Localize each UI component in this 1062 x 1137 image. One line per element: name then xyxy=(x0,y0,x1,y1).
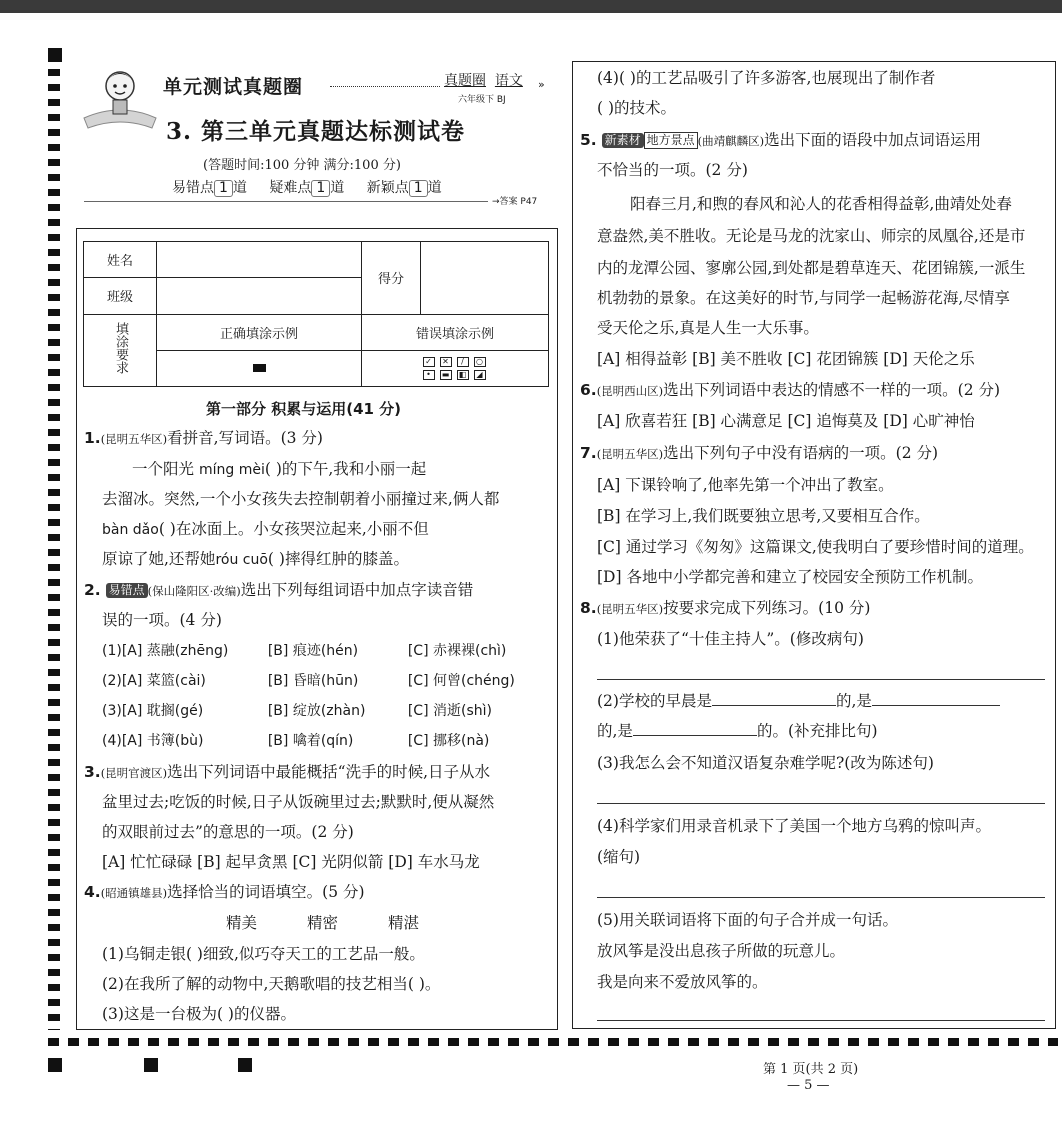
question-6-stem: 6.(昆明西山区)选出下列词语中表达的情感不一样的一项。(2 分) xyxy=(580,381,1001,399)
wrong-fill-label: 错误填涂示例 xyxy=(362,314,549,350)
question-5-passage-3: 内的龙潭公园、寥廓公园,到处都是碧草连天、花团锦簇,一派生 xyxy=(597,259,1026,277)
question-4-sentence-4: (4)( )的工艺品吸引了许多游客,也展现出了制作者 xyxy=(597,69,936,87)
wrong-mark-icon: ◢ xyxy=(474,370,486,380)
mascot-icon xyxy=(80,62,160,132)
wrong-mark-icon: ▬ xyxy=(440,370,452,380)
series-title: 单元测试真题圈 xyxy=(163,76,304,98)
question-2-stem: 2. 易错点 (保山隆阳区·改编)选出下列每组词语中加点字读音错 xyxy=(84,581,474,599)
wrong-fill-examples xyxy=(362,350,549,386)
name-label: 姓名 xyxy=(84,242,157,278)
answer-reference: →答案 P47 xyxy=(492,197,538,207)
series-name: 真题圈 语文 xyxy=(444,73,523,89)
wrong-mark-icon: ○ xyxy=(474,357,486,367)
correct-fill-example xyxy=(157,350,362,386)
grade-label: 六年级下 BJ xyxy=(458,95,506,105)
answer-line[interactable] xyxy=(597,1020,1045,1021)
question-2-stem-2: 误的一项。(4 分) xyxy=(102,611,222,629)
question-5-passage-4: 机勃勃的景象。在这美好的时节,与同学一起畅游花海,尽情享 xyxy=(597,289,1010,307)
fill-requirement-label: 填涂要求 xyxy=(84,314,157,387)
question-4-sentence-3: (3)这是一台极为( )的仪器。 xyxy=(102,1005,296,1023)
question-5-passage-5: 受天伦之乐,真是人生一大乐事。 xyxy=(597,319,819,337)
answer-line[interactable] xyxy=(597,803,1045,804)
question-4-sentence-2: (2)在我所了解的动物中,天鹅歌唱的技艺相当( )。 xyxy=(102,975,441,993)
title-dotted-leader xyxy=(330,86,440,87)
registration-mark xyxy=(48,1058,62,1072)
question-8-item-5b: 我是向来不爱放风筝的。 xyxy=(597,973,768,991)
question-8-item-1: (1)他荣获了“十佳主持人”。(修改病句) xyxy=(597,630,864,648)
question-8-item-4: (4)科学家们用录音机录下了美国一个地方乌鸦的惊叫声。 xyxy=(597,817,991,835)
timing-marks-bottom xyxy=(48,1038,1058,1046)
question-5-options: [A] 相得益彰 [B] 美不胜收 [C] 花团锦簇 [D] 天伦之乐 xyxy=(597,350,975,368)
question-8-item-4b: (缩句) xyxy=(597,848,641,866)
paper-meta: (答题时间:100 分钟 满分:100 分) xyxy=(203,158,401,173)
page-indicator: 第 1 页(共 2 页) xyxy=(763,1062,859,1077)
class-field[interactable] xyxy=(157,278,362,314)
correct-fill-label: 正确填涂示例 xyxy=(157,314,362,350)
registration-mark xyxy=(238,1058,252,1072)
question-3-options: [A] 忙忙碌碌 [B] 起早贪黑 [C] 光阴似箭 [D] 车水马龙 xyxy=(102,853,480,871)
question-5-passage-1: 阳春三月,和煦的春风和沁人的花香相得益彰,曲靖处处春 xyxy=(630,195,1012,213)
question-3-stem: 3.(昆明官渡区)选出下列词语中最能概括“洗手的时候,日子从水 xyxy=(84,763,491,781)
student-info-table xyxy=(83,241,549,387)
wrong-mark-icon: ◧ xyxy=(457,370,469,380)
question-4-sentence-4b: ( )的技术。 xyxy=(597,99,677,117)
question-6-options: [A] 欣喜若狂 [B] 心满意足 [C] 追悔莫及 [D] 心旷神怡 xyxy=(597,412,975,430)
question-4-word-bank: 精美 精密 精湛 xyxy=(226,914,420,932)
class-label: 班级 xyxy=(84,278,157,314)
score-field[interactable] xyxy=(421,242,549,315)
question-8-item-5: (5)用关联词语将下面的句子合并成一句话。 xyxy=(597,911,898,929)
wrong-mark-icon: / xyxy=(457,357,469,367)
question-2-row-3: (3)[A] 耽搁(gé) [B] 绽放(zhàn) [C] 消逝(shì) xyxy=(102,703,492,719)
section-title: 第一部分 积累与运用(41 分) xyxy=(206,400,402,418)
wrong-mark-icon: • xyxy=(423,370,435,380)
question-8-item-3: (3)我怎么会不知道汉语复杂难学呢?(改为陈述句) xyxy=(597,754,934,772)
chevron-icon: » xyxy=(538,78,545,91)
question-2-row-4: (4)[A] 书簿(bù) [B] 噙着(qín) [C] 挪移(nà) xyxy=(102,733,490,749)
question-5-passage-2: 意盎然,美不胜收。无论是马龙的沈家山、师宗的凤凰谷,还是市 xyxy=(597,227,1026,245)
name-field[interactable] xyxy=(157,242,362,278)
question-5-stem: 5. 新素材 地方景点 (曲靖麒麟区)选出下面的语段中加点词语运用 xyxy=(580,131,982,149)
score-label: 得分 xyxy=(362,242,421,315)
question-1-line-1: 一个阳光 míng mèi( )的下午,我和小丽一起 xyxy=(132,460,427,478)
question-5-stem-2: 不恰当的一项。(2 分) xyxy=(597,161,748,179)
page-number: — 5 — xyxy=(787,1078,830,1093)
question-2-row-1: (1)[A] 蒸融(zhēng) [B] 痕迹(hén) [C] 赤裸裸(chì) xyxy=(102,643,507,659)
question-1-line-3: bàn dǎo( )在冰面上。小女孩哭泣起来,小丽不但 xyxy=(102,520,429,538)
difficulty-stats: 易错点 1 道 疑难点 1 道 新颖点 1 道 xyxy=(172,180,442,196)
wrong-mark-icon: ✓ xyxy=(423,357,435,367)
question-1-line-4: 原谅了她,还帮她róu cuō( )摔得红肿的膝盖。 xyxy=(102,550,409,568)
error-prone-tag: 易错点 xyxy=(106,583,148,598)
timing-marks-left xyxy=(48,54,60,1030)
question-4-stem: 4.(昭通镇雄县)选择恰当的词语填空。(5 分) xyxy=(84,883,365,901)
local-scenic-tag: 地方景点 xyxy=(644,132,698,149)
question-8-item-5a: 放风筝是没出息孩子所做的玩意儿。 xyxy=(597,942,846,960)
question-8-item-2: (2)学校的早晨是 的,是 xyxy=(597,691,1000,711)
question-8-stem: 8.(昆明五华区)按要求完成下列练习。(10 分) xyxy=(580,599,871,617)
question-4-sentence-1: (1)乌铜走银( )细致,似巧夺天工的工艺品一般。 xyxy=(102,945,425,963)
question-7-option-b: [B] 在学习上,我们既要独立思考,又要相互合作。 xyxy=(597,507,930,525)
question-7-option-c: [C] 通过学习《匆匆》这篇课文,使我明白了要珍惜时间的道理。 xyxy=(597,538,1034,556)
question-7-stem: 7.(昆明五华区)选出下列句子中没有语病的一项。(2 分) xyxy=(580,444,939,462)
registration-mark xyxy=(144,1058,158,1072)
question-3-line-3: 的双眼前过去”的意思的一项。(2 分) xyxy=(102,823,354,841)
filled-bubble-icon xyxy=(253,364,266,372)
question-2-row-2: (2)[A] 菜篮(cài) [B] 昏暗(hūn) [C] 何曾(chéng) xyxy=(102,673,515,689)
question-1-stem: 1.(昆明五华区)看拼音,写词语。(3 分) xyxy=(84,429,323,447)
top-dark-bar xyxy=(0,0,1062,13)
question-7-option-d: [D] 各地中小学都完善和建立了校园安全预防工作机制。 xyxy=(597,568,983,586)
answer-line[interactable] xyxy=(597,679,1045,680)
answer-divider xyxy=(84,201,488,202)
question-8-item-2b: 的,是 的。(补充排比句) xyxy=(597,722,878,740)
new-material-tag: 新素材 xyxy=(602,133,644,148)
question-1-line-2: 去溜冰。突然,一个小女孩失去控制朝着小丽撞过来,俩人都 xyxy=(102,490,500,508)
wrong-mark-icon: ✕ xyxy=(440,357,452,367)
question-3-line-2: 盆里过去;吃饭的时候,日子从饭碗里过去;默默时,便从凝然 xyxy=(102,793,495,811)
question-7-option-a: [A] 下课铃响了,他率先第一个冲出了教室。 xyxy=(597,476,894,494)
answer-line[interactable] xyxy=(597,897,1045,898)
paper-title: 3. 第三单元真题达标测试卷 xyxy=(166,118,466,145)
